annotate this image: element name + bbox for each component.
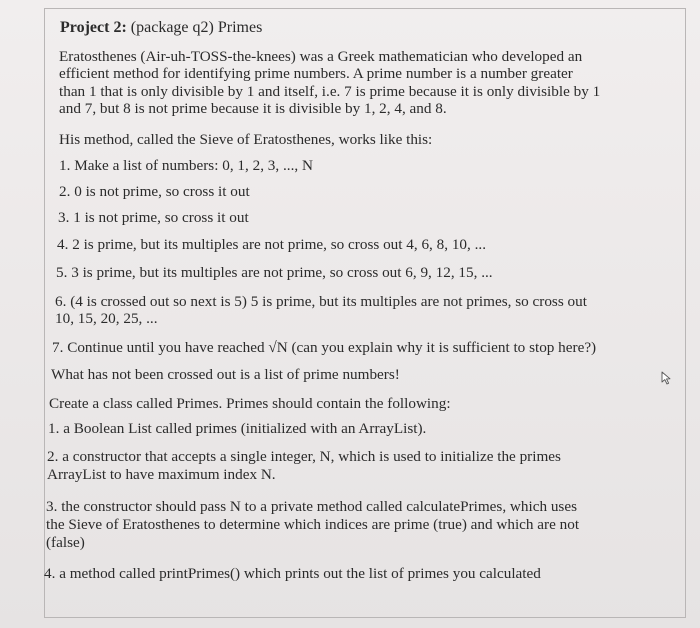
- step-2: 2. 0 is not prime, so cross it out: [59, 183, 250, 200]
- requirement-3-line-3: (false): [46, 534, 85, 551]
- intro-line-1: Eratosthenes (Air-uh-TOSS-the-knees) was a Greek mathematician who developed an: [59, 48, 583, 65]
- step-4: 4. 2 is prime, but its multiples are not prime, so cross out 4, 6, 8, 10, ...: [57, 236, 487, 253]
- requirement-3-line-1: 3. the constructor should pass N to a private method called calculatePrimes, which uses: [46, 498, 577, 515]
- task-intro: Create a class called Primes. Primes should contain the following:: [49, 395, 451, 412]
- intro-line-4: and 7, but 8 is not prime because it is divisible by 1, 2, 4, and 8.: [59, 100, 447, 117]
- intro-line-3: than 1 that is only divisible by 1 and itself, i.e. 7 is prime because it is only divisible by 1: [59, 83, 601, 100]
- requirement-1: 1. a Boolean List called primes (initialized with an ArrayList).: [48, 420, 427, 437]
- project-title: Project 2: (package q2) Primes: [60, 19, 263, 36]
- mouse-pointer-icon: [661, 371, 673, 385]
- requirement-3-line-2: the Sieve of Eratosthenes to determine which indices are prime (true) and which are not: [46, 516, 580, 533]
- step-5: 5. 3 is prime, but its multiples are not prime, so cross out 6, 9, 12, 15, ...: [56, 264, 493, 281]
- requirement-2-line-1: 2. a constructor that accepts a single integer, N, which is used to initialize the primes: [47, 448, 561, 465]
- step-7: 7. Continue until you have reached √N (can you explain why it is sufficient to stop here?): [52, 339, 597, 356]
- result-line: What has not been crossed out is a list of prime numbers!: [51, 366, 400, 383]
- requirement-2-line-2: ArrayList to have maximum index N.: [47, 466, 276, 483]
- step-6-line-2: 10, 15, 20, 25, ...: [55, 310, 158, 327]
- step-6-line-1: 6. (4 is crossed out so next is 5) 5 is prime, but its multiples are not primes, so cross out: [55, 293, 587, 310]
- intro-line-2: efficient method for identifying prime numbers. A prime number is a number greater: [59, 65, 573, 82]
- step-1: 1. Make a list of numbers: 0, 1, 2, 3, ..., N: [59, 157, 313, 174]
- step-3: 3. 1 is not prime, so cross it out: [58, 209, 249, 226]
- requirement-4: 4. a method called printPrimes() which prints out the list of primes you calculated: [44, 565, 541, 582]
- method-intro: His method, called the Sieve of Eratosthenes, works like this:: [59, 131, 433, 148]
